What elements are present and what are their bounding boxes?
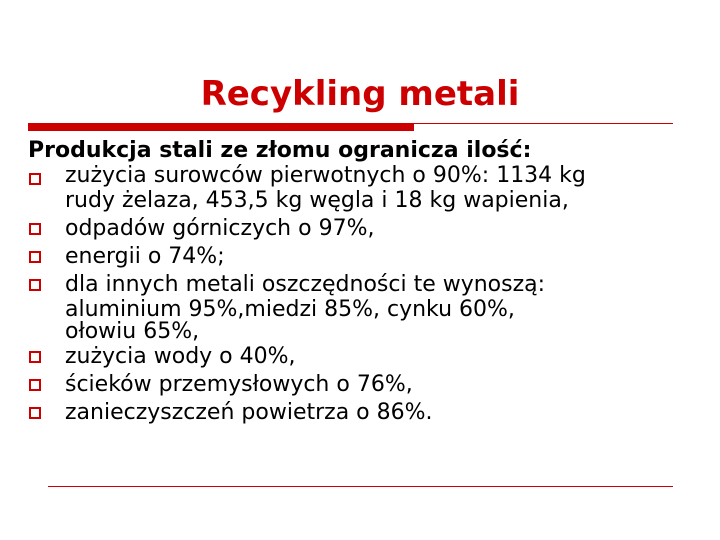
bullet-text-line: zużycia wody o 40%, [65, 344, 296, 369]
list-item [28, 371, 708, 399]
bullet-text-line: energii o 74%; [65, 244, 225, 269]
bullet-square-icon [29, 251, 41, 263]
bullet-square-icon [29, 223, 41, 235]
list-item [28, 271, 708, 343]
bullet-text-line: zużycia surowców pierwotnych o 90%: 1134 kg [65, 163, 586, 188]
list-item [28, 399, 708, 427]
bullet-text-line: ołowiu 65%, [65, 319, 200, 344]
bullet-square-icon [29, 279, 41, 291]
bullet-text-line: dla innych metali oszczędności te wynoszą: [65, 272, 546, 297]
bullet-square-icon [29, 379, 41, 391]
bullet-text-line: rudy żelaza, 453,5 kg węgla i 18 kg wapienia, [65, 188, 569, 213]
footer-divider [48, 486, 673, 487]
title-divider-thick [28, 124, 414, 131]
bullet-text-line: ścieków przemysłowych o 76%, [65, 372, 413, 397]
bullet-square-icon [29, 407, 41, 419]
bullet-text-line: aluminium 95%,miedzi 85%, cynku 60%, [65, 297, 515, 322]
bullet-text-line: zanieczyszczeń powietrza o 86%. [65, 400, 433, 425]
bullet-square-icon [29, 173, 41, 185]
slide-title: Recykling metali [200, 74, 520, 114]
bullet-list [28, 165, 708, 427]
list-item [28, 343, 708, 371]
bullet-text-line: odpadów górniczych o 97%, [65, 216, 375, 241]
list-item [28, 243, 708, 271]
list-item [28, 215, 708, 243]
bullet-square-icon [29, 351, 41, 363]
slide-body [28, 137, 708, 427]
list-item [28, 165, 708, 215]
lead-text: Produkcja stali ze złomu ogranicza ilość: [28, 138, 532, 163]
